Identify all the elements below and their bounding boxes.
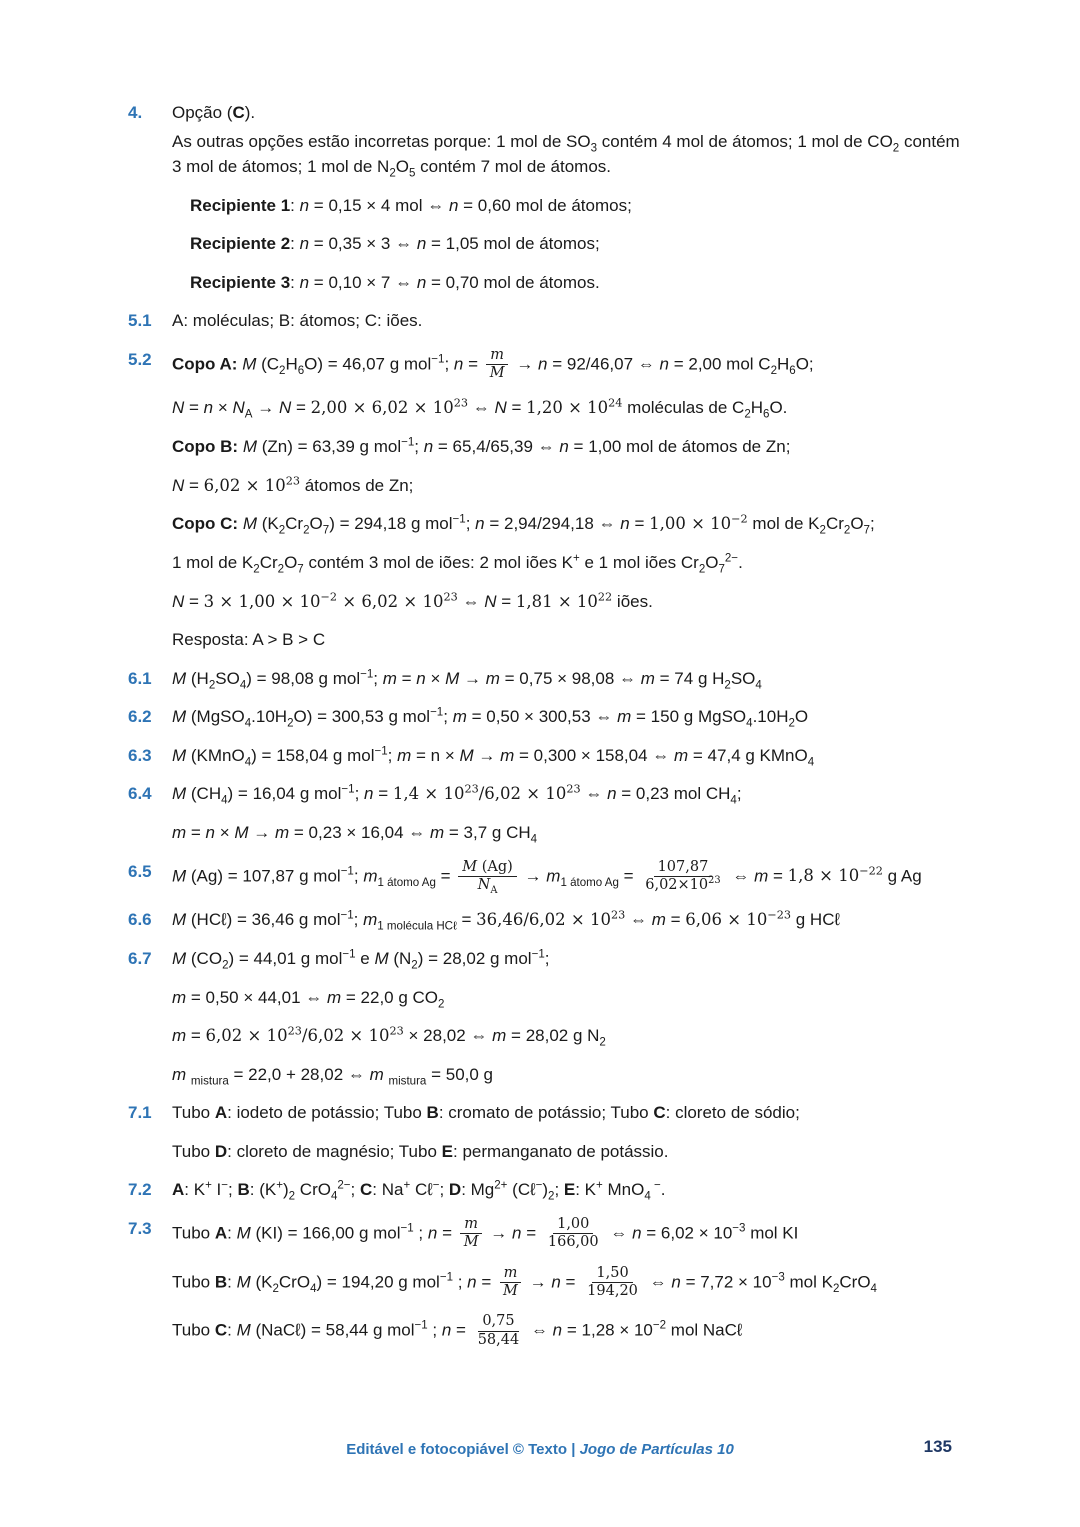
solution-text: M $(CH_4) = 16,04$ g mol$^{-1}$; $n = 1,4 \times 10^{23}/6,02 \times 10^{23}$ ⇔ n = 0,23 mol $CH_4$; — [172, 782, 742, 807]
item-number: 6.2 — [128, 707, 152, 727]
solution-text: Copo C: M $(K_2Cr_2O_7) = 294,18$ g mol$^{-1}$; n = 2,94/294,18 ⇔ $n = 1,00 \times 10^{-2}$ mol de $K_2Cr_2O_7$; — [172, 512, 875, 537]
solution-row — [128, 1216, 960, 1252]
solution-row — [128, 308, 960, 334]
item-number: 6.7 — [128, 949, 152, 969]
solution-row — [128, 589, 960, 615]
item-number — [128, 1062, 172, 1088]
item-number — [128, 820, 172, 846]
solution-text: Recipiente 3: n = 0,10 × 7 ⇔ n = 0,70 mol de átomos. — [190, 272, 600, 292]
solution-row — [128, 704, 960, 730]
item-number — [128, 550, 172, 576]
solution-row — [128, 129, 960, 180]
item-number — [128, 270, 172, 296]
item-number — [128, 589, 172, 615]
solution-text: 1 mol de $K_2Cr_2O_7$ contém 3 mol de iões: 2 mol iões K+ e 1 mol iões $Cr_2O_7^{2-}$. — [172, 552, 743, 576]
solution-row — [128, 100, 960, 126]
solution-row — [128, 781, 960, 807]
page-number: 135 — [923, 1437, 952, 1456]
item-number — [128, 434, 172, 460]
solution-row — [128, 820, 960, 846]
solution-text: Copo B: M (Zn) = 63,39 g mol$^{-1}$; n = 65,4/65,39 ⇔ n = 1,00 mol de átomos de Zn; — [172, 436, 791, 457]
solution-row — [128, 550, 960, 576]
item-number — [128, 193, 172, 219]
solution-row — [128, 985, 960, 1011]
solution-text: Resposta: A > B > C — [172, 630, 326, 650]
solution-text: Tubo C: M (NaCℓ) = 58,44 g mol$^{-1}$ ; n = $\frac{0,75}{58,44}$ ⇔ $n = 1,28 \times 10^{-2}$ mol NaCℓ — [172, 1313, 743, 1348]
item-number: 7.1 — [128, 1103, 152, 1123]
item-number — [128, 1023, 172, 1049]
solution-row — [128, 907, 960, 933]
item-number — [128, 129, 172, 180]
solution-row — [128, 511, 960, 537]
item-number — [128, 1139, 172, 1165]
solution-row — [128, 627, 960, 653]
item-number: 7.3 — [128, 1218, 152, 1238]
solution-row — [128, 1100, 960, 1126]
solution-text: Tubo A: iodeto de potássio; Tubo B: cromato de potássio; Tubo C: cloreto de sódio; — [172, 1103, 800, 1123]
item-number: 4. — [128, 103, 143, 122]
solution-row — [128, 1265, 960, 1301]
item-number: 6.4 — [128, 784, 152, 804]
solution-text: m $_{mistura}$ = 22,0 + 28,02 ⇔ m $_{mistura}$ = 50,0 g — [172, 1064, 493, 1088]
item-number — [128, 473, 172, 499]
item-number — [128, 985, 172, 1011]
solution-text: M $(MgSO_4.10H_2O) = 300,53$ g mol$^{-1}$; m = 0,50 × 300,53 ⇔ m = 150 g $MgSO_4.10H_2O$ — [172, 706, 809, 730]
solution-row — [128, 1062, 960, 1088]
item-number: 5.1 — [128, 311, 152, 330]
solution-text: M (KMnO$_4$) = 158,04 g mol$^{-1}$; m = n × M → m = 0,300 × 158,04 ⇔ m = 47,4 g KMnO$_4$ — [172, 745, 815, 769]
solution-row — [128, 347, 960, 383]
item-number — [128, 395, 172, 421]
solution-text: Recipiente 1: n = 0,15 × 4 mol ⇔ n = 0,60 mol de átomos; — [190, 195, 632, 215]
solution-text: Tubo D: cloreto de magnésio; Tubo E: permanganato de potássio. — [172, 1141, 669, 1161]
solution-text: Tubo B: M $(K_2CrO_4) = 194,20$ g mol$^{-1}$ ; n = $\frac{m}{M}$ → n = $\frac{1,50}{194,20}$ ⇔ $n = 7,72 \times 10^{-3}$ mol $K_2CrO_4$ — [172, 1264, 877, 1299]
solution-row — [128, 1313, 960, 1349]
solution-row — [128, 1177, 960, 1203]
item-number — [128, 1313, 172, 1349]
solution-row — [128, 1023, 960, 1049]
item-number: 6.3 — [128, 745, 152, 765]
solution-text: M $(CO_2) = 44,01$ g mol$^{-1}$ e M $(N_2) = 28,02$ g mol$^{-1}$; — [172, 948, 550, 972]
solution-row — [128, 231, 960, 257]
solution-text: M (HCℓ) = 36,46 g mol$^{-1}$; $m_{1 molécula HC\ell} = 36,46/6,02 \times 10^{23}$ ⇔ $m = 6,06 \times 10^{-23}$ g HCℓ — [172, 908, 840, 933]
solution-text: Opção (C). — [172, 103, 256, 122]
item-number — [128, 1265, 172, 1301]
solution-text: $m = 6,02 \times 10^{23}/6,02 \times 10^{23} \times 28,02$ ⇔ m = 28,02 g $N_2$ — [172, 1024, 606, 1049]
solution-text: A: moléculas; B: átomos; C: iões. — [172, 311, 423, 330]
item-number: 6.6 — [128, 910, 152, 930]
solution-text: As outras opções estão incorretas porque: 1 mol de $SO_3$ contém 4 mol de átomos; 1 mol de $CO_2$ contém 3 mol de átomos; 1 mol de $N_2O_5$ contém 7 mol de átomos. — [172, 131, 960, 180]
solution-text: $N = 6,02 \times 10^{23}$ átomos de Zn; — [172, 474, 414, 495]
solution-text: Recipiente 2: n = 0,35 × 3 ⇔ n = 1,05 mol de átomos; — [190, 234, 600, 253]
solution-row — [128, 859, 960, 895]
solution-row — [128, 193, 960, 219]
solution-text: $N = 3 \times 1,00 \times 10^{-2} \times 6,02 \times 10^{23}$ ⇔ $N = 1,81 \times 10^{22}$ iões. — [172, 590, 653, 611]
footer — [128, 1437, 952, 1461]
item-number: 6.5 — [128, 861, 152, 881]
page — [128, 100, 960, 1362]
solution-row — [128, 1139, 960, 1165]
solution-text: Copo A: M $(C_2H_6O) = 46,07$ g mol$^{-1}$; n = $\frac{m}{M}$ → n = 92/46,07 ⇔ n = 2,00 mol $C_2H_6O$; — [172, 346, 814, 381]
solution-text: M $(H_2SO_4) = 98,08$ g mol$^{-1}$; m = n × M → m = 0,75 × 98,08 ⇔ m = 74 g $H_2SO_4$ — [172, 668, 762, 692]
solution-text: M (Ag) = 107,87 g mol$^{-1}$; $m_{1 átomo Ag}$ = $\frac{M (Ag)}{N_A}$ → $m_{1 átomo Ag}$ = $\frac{107,87}{6,02\times 10^{23}}$ ⇔ $m = 1,8 \times 10^{-22}$ g Ag — [172, 858, 922, 896]
solution-row — [128, 434, 960, 460]
item-number: 6.1 — [128, 668, 152, 688]
item-number: 7.2 — [128, 1180, 152, 1200]
item-number — [128, 511, 172, 537]
solution-row — [128, 666, 960, 692]
solution-text: m = n × M → m = 0,23 × 16,04 ⇔ m = 3,7 g $CH_4$ — [172, 823, 538, 846]
solution-text: Tubo A: M (KI) = 166,00 g mol$^{-1}$ ; n = $\frac{m}{M}$ → n = $\frac{1,00}{166,00}$ ⇔ $n = 6,02 \times 10^{-3}$ mol KI — [172, 1215, 799, 1251]
solution-text: A: K+ I−; B: $(K^+)_2$ CrO$_4^{2-}$; C: Na+ Cℓ−; D: $Mg^{2+}$ $(C\ell^-)_2$; E: K+ MnO$_4$ −. — [172, 1179, 666, 1203]
solution-row — [128, 395, 960, 421]
solution-text: $N = n \times N_A \to N = 2,00 \times 6,02 \times 10^{23}$ ⇔ $N = 1,20 \times 10^{24}$ moléculas de $C_2H_6O$. — [172, 396, 788, 421]
item-number: 5.2 — [128, 349, 152, 369]
solution-row — [128, 473, 960, 499]
solution-row — [128, 946, 960, 972]
solution-text: m = 0,50 × 44,01 ⇔ m = 22,0 g $CO_2$ — [172, 987, 445, 1010]
solution-row — [128, 270, 960, 296]
solution-row — [128, 743, 960, 769]
item-number — [128, 231, 172, 257]
item-number — [128, 627, 172, 653]
footer-text: Editável e fotocopiável © Texto | Jogo de Partículas 10 — [346, 1440, 734, 1458]
